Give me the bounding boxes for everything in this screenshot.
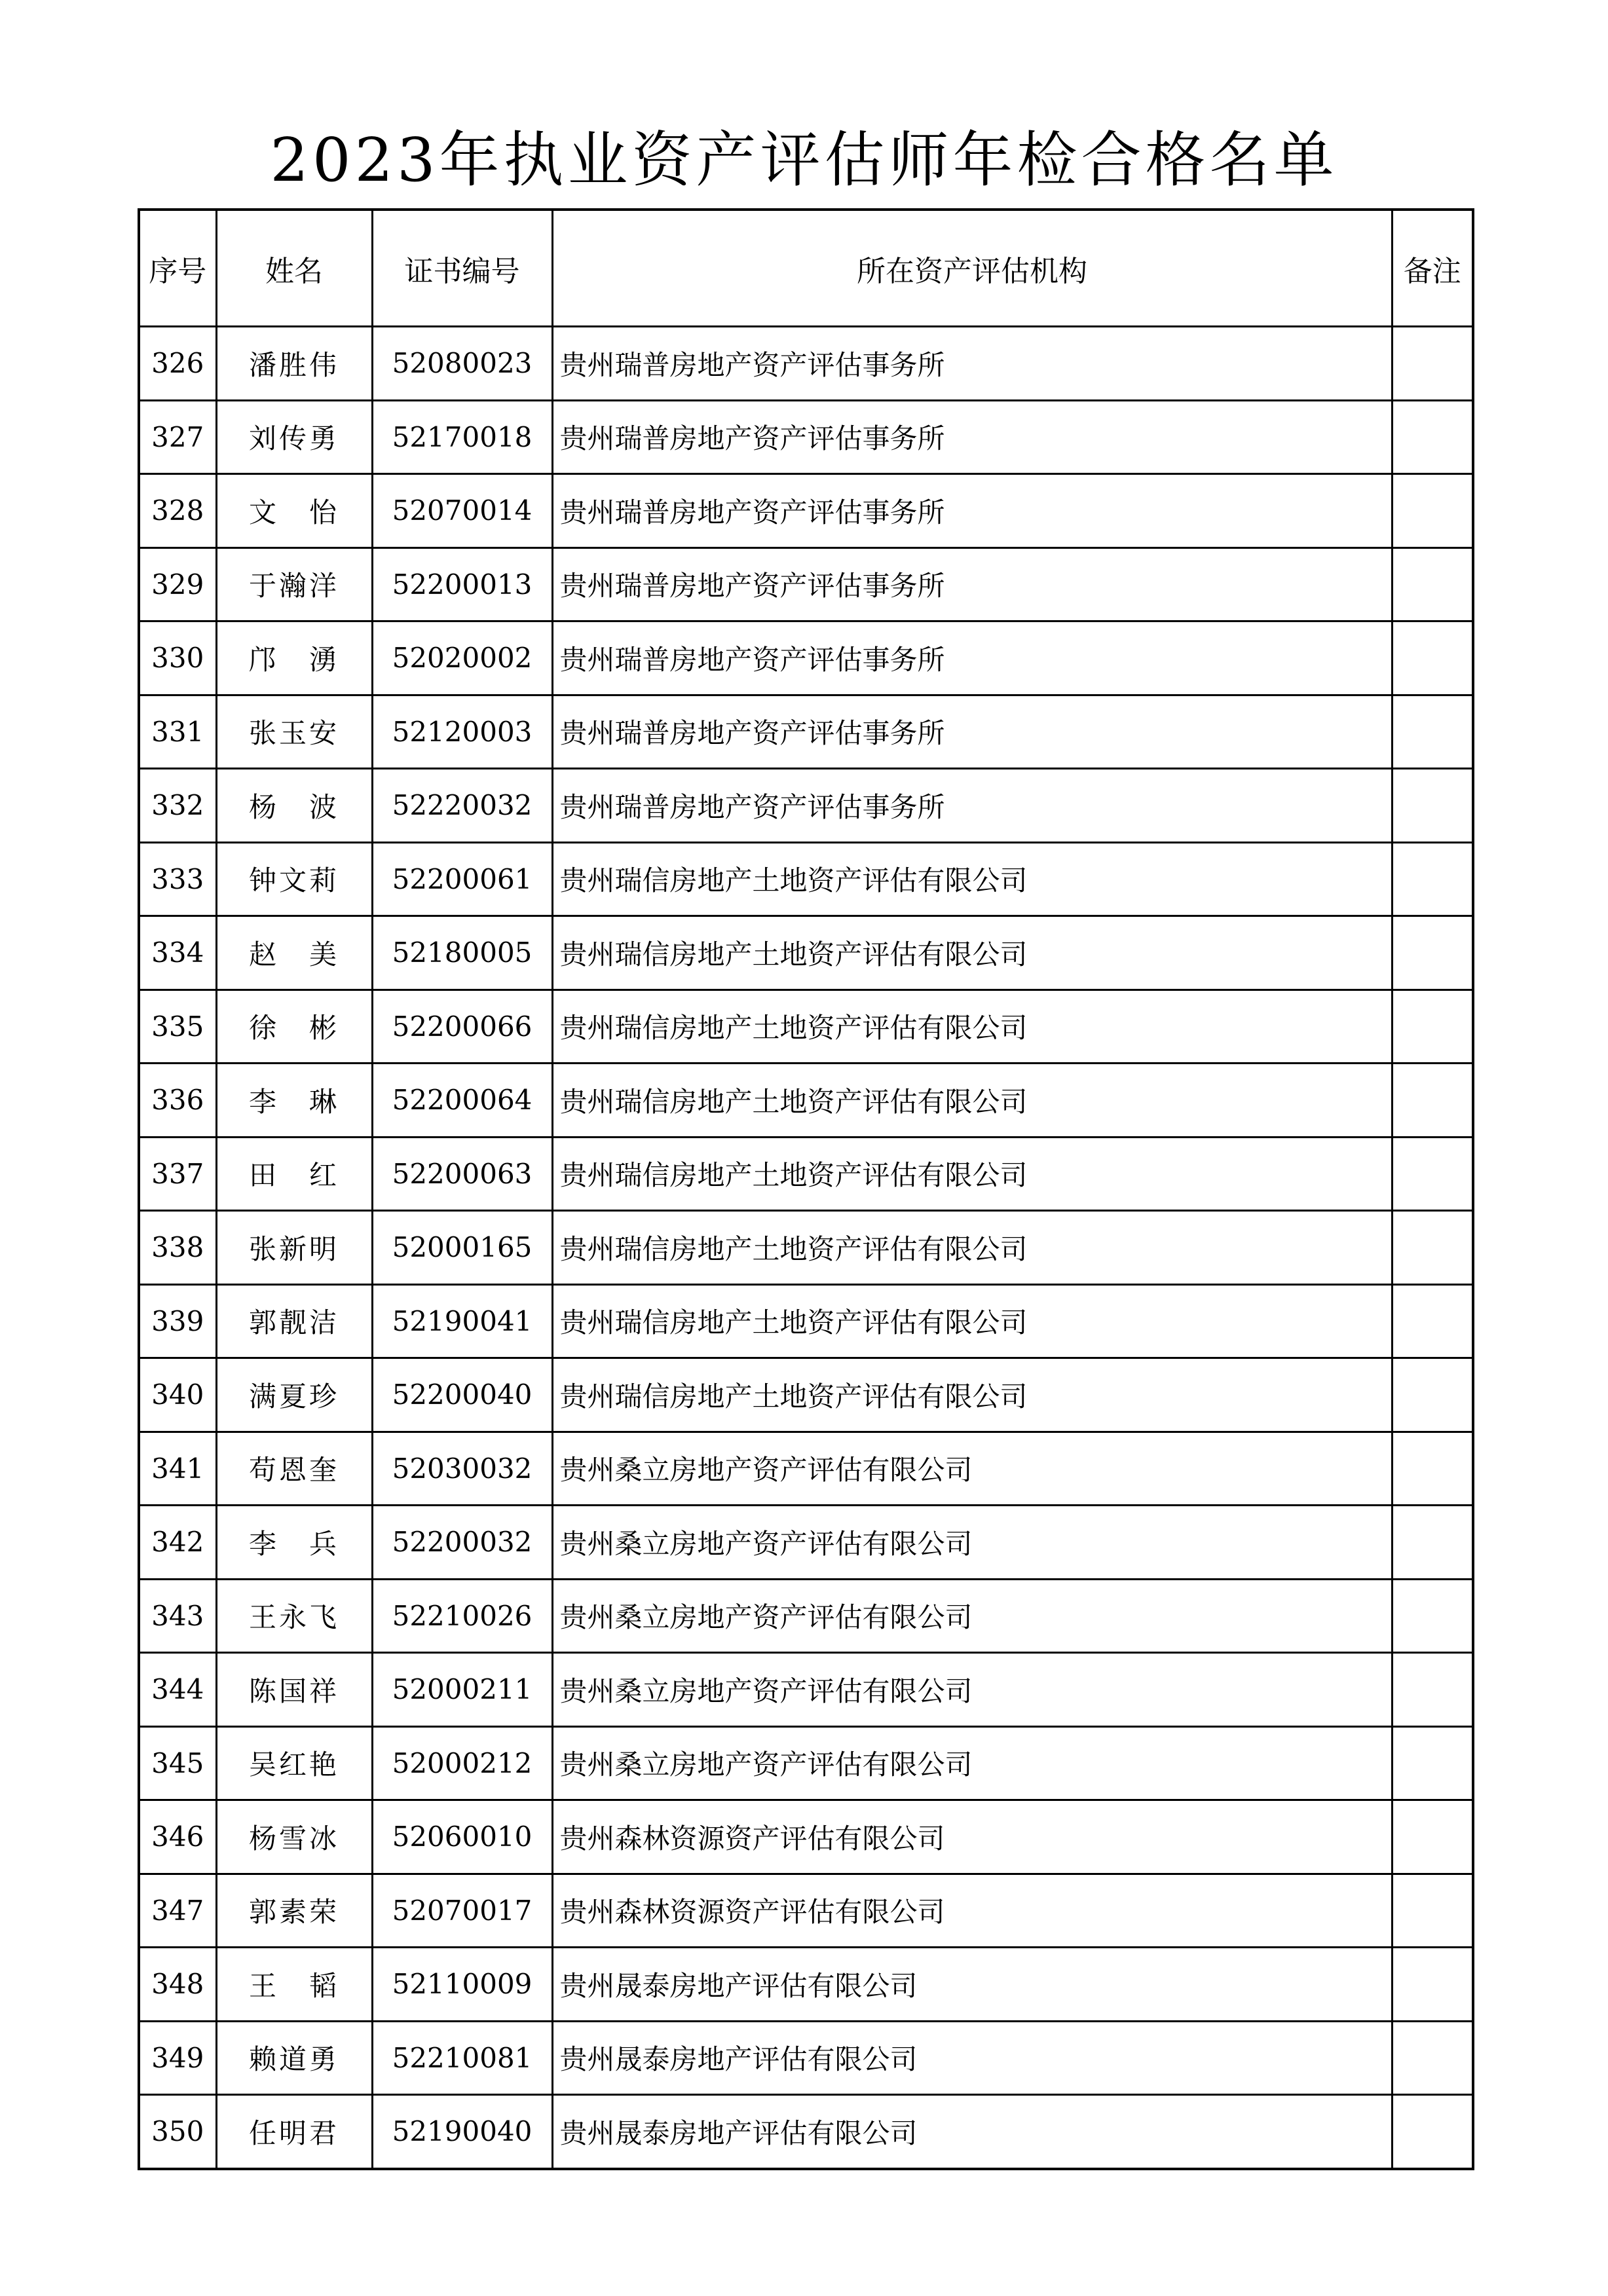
- table-row: [139, 990, 1473, 1064]
- cell-index: 331: [139, 695, 216, 769]
- cell-name: 李 琳: [216, 1064, 372, 1138]
- cell-note: [1392, 1137, 1473, 1211]
- cell-org: 贵州瑞信房地产土地资产评估有限公司: [552, 990, 1392, 1064]
- cell-cert-no: 52000211: [372, 1653, 552, 1727]
- cell-note: [1392, 769, 1473, 843]
- cell-name: 徐 彬: [216, 990, 372, 1064]
- cell-note: [1392, 1358, 1473, 1432]
- table-row: [139, 1726, 1473, 1800]
- cell-org: 贵州晟泰房地产评估有限公司: [552, 1948, 1392, 2022]
- cell-note: [1392, 1432, 1473, 1506]
- cell-cert-no: 52200061: [372, 842, 552, 916]
- cell-name: 赖道勇: [216, 2021, 372, 2095]
- cell-index: 336: [139, 1064, 216, 1138]
- cell-name: 吴红艳: [216, 1726, 372, 1800]
- table-row: [139, 327, 1473, 401]
- cell-org: 贵州桑立房地产资产评估有限公司: [552, 1579, 1392, 1653]
- cell-index: 348: [139, 1948, 216, 2022]
- cell-org: 贵州桑立房地产资产评估有限公司: [552, 1653, 1392, 1727]
- cell-cert-no: 52120003: [372, 695, 552, 769]
- cell-cert-no: 52210081: [372, 2021, 552, 2095]
- cell-org: 贵州瑞信房地产土地资产评估有限公司: [552, 1211, 1392, 1285]
- cell-cert-no: 52170018: [372, 400, 552, 474]
- cell-name: 邝 湧: [216, 621, 372, 695]
- cell-name: 钟文莉: [216, 842, 372, 916]
- roster-body: [139, 327, 1473, 2169]
- header-note: 备注: [1392, 210, 1473, 327]
- cell-name: 张新明: [216, 1211, 372, 1285]
- cell-index: 338: [139, 1211, 216, 1285]
- cell-org: 贵州瑞信房地产土地资产评估有限公司: [552, 1358, 1392, 1432]
- cell-org: 贵州晟泰房地产评估有限公司: [552, 2021, 1392, 2095]
- cell-index: 335: [139, 990, 216, 1064]
- cell-org: 贵州瑞信房地产土地资产评估有限公司: [552, 1064, 1392, 1138]
- table-row: [139, 2021, 1473, 2095]
- cell-cert-no: 52200066: [372, 990, 552, 1064]
- cell-note: [1392, 400, 1473, 474]
- cell-cert-no: 52220032: [372, 769, 552, 843]
- cell-cert-no: 52190041: [372, 1284, 552, 1358]
- cell-cert-no: 52210026: [372, 1579, 552, 1653]
- cell-cert-no: 52000212: [372, 1726, 552, 1800]
- cell-index: 329: [139, 547, 216, 621]
- cell-cert-no: 52200040: [372, 1358, 552, 1432]
- cell-note: [1392, 842, 1473, 916]
- cell-index: 346: [139, 1800, 216, 1874]
- cell-org: 贵州瑞普房地产资产评估事务所: [552, 327, 1392, 401]
- cell-name: 杨雪冰: [216, 1800, 372, 1874]
- cell-note: [1392, 990, 1473, 1064]
- cell-org: 贵州晟泰房地产评估有限公司: [552, 2095, 1392, 2169]
- cell-note: [1392, 2095, 1473, 2169]
- cell-note: [1392, 1284, 1473, 1358]
- cell-note: [1392, 474, 1473, 548]
- table-row: [139, 547, 1473, 621]
- cell-cert-no: 52000165: [372, 1211, 552, 1285]
- table-row: [139, 1358, 1473, 1432]
- cell-name: 潘胜伟: [216, 327, 372, 401]
- cell-index: 334: [139, 916, 216, 990]
- cell-cert-no: 52200063: [372, 1137, 552, 1211]
- table-row: [139, 621, 1473, 695]
- cell-index: 326: [139, 327, 216, 401]
- cell-name: 任明君: [216, 2095, 372, 2169]
- cell-name: 田 红: [216, 1137, 372, 1211]
- table-row: [139, 916, 1473, 990]
- header-org: 所在资产评估机构: [552, 210, 1392, 327]
- cell-cert-no: 52110009: [372, 1948, 552, 2022]
- table-row: [139, 1064, 1473, 1138]
- page-title: 2023年执业资产评估师年检合格名单: [270, 125, 1338, 195]
- table-row: [139, 1874, 1473, 1948]
- header-cert-no: 证书编号: [372, 210, 552, 327]
- cell-cert-no: 52200064: [372, 1064, 552, 1138]
- cell-cert-no: 52060010: [372, 1800, 552, 1874]
- cell-note: [1392, 1579, 1473, 1653]
- cell-note: [1392, 1948, 1473, 2022]
- cell-name: 李 兵: [216, 1506, 372, 1580]
- header-row: [139, 210, 1473, 327]
- cell-index: 349: [139, 2021, 216, 2095]
- cell-cert-no: 52020002: [372, 621, 552, 695]
- cell-name: 于瀚洋: [216, 547, 372, 621]
- table-row: [139, 400, 1473, 474]
- cell-name: 王永飞: [216, 1579, 372, 1653]
- table-row: [139, 474, 1473, 548]
- cell-note: [1392, 695, 1473, 769]
- cell-note: [1392, 547, 1473, 621]
- cell-note: [1392, 2021, 1473, 2095]
- cell-name: 刘传勇: [216, 400, 372, 474]
- table-row: [139, 1800, 1473, 1874]
- cell-index: 347: [139, 1874, 216, 1948]
- table-row: [139, 1653, 1473, 1727]
- table-row: [139, 695, 1473, 769]
- table-row: [139, 769, 1473, 843]
- cell-note: [1392, 1726, 1473, 1800]
- cell-name: 张玉安: [216, 695, 372, 769]
- cell-cert-no: 52070014: [372, 474, 552, 548]
- cell-org: 贵州瑞普房地产资产评估事务所: [552, 547, 1392, 621]
- cell-index: 345: [139, 1726, 216, 1800]
- cell-index: 343: [139, 1579, 216, 1653]
- cell-index: 342: [139, 1506, 216, 1580]
- cell-name: 文 怡: [216, 474, 372, 548]
- cell-note: [1392, 327, 1473, 401]
- table-row: [139, 1137, 1473, 1211]
- cell-note: [1392, 1506, 1473, 1580]
- cell-index: 344: [139, 1653, 216, 1727]
- cell-index: 339: [139, 1284, 216, 1358]
- cell-org: 贵州桑立房地产资产评估有限公司: [552, 1726, 1392, 1800]
- cell-note: [1392, 1064, 1473, 1138]
- cell-cert-no: 52190040: [372, 2095, 552, 2169]
- cell-name: 王 韬: [216, 1948, 372, 2022]
- cell-index: 330: [139, 621, 216, 695]
- cell-cert-no: 52180005: [372, 916, 552, 990]
- cell-name: 杨 波: [216, 769, 372, 843]
- cell-index: 333: [139, 842, 216, 916]
- cell-org: 贵州瑞普房地产资产评估事务所: [552, 621, 1392, 695]
- cell-org: 贵州桑立房地产资产评估有限公司: [552, 1506, 1392, 1580]
- cell-org: 贵州瑞信房地产土地资产评估有限公司: [552, 842, 1392, 916]
- cell-cert-no: 52080023: [372, 327, 552, 401]
- cell-org: 贵州桑立房地产资产评估有限公司: [552, 1432, 1392, 1506]
- cell-note: [1392, 916, 1473, 990]
- table-row: [139, 1211, 1473, 1285]
- cell-org: 贵州瑞信房地产土地资产评估有限公司: [552, 1137, 1392, 1211]
- header-name: 姓名: [216, 210, 372, 327]
- cell-name: 郭素荣: [216, 1874, 372, 1948]
- cell-index: 327: [139, 400, 216, 474]
- cell-org: 贵州瑞普房地产资产评估事务所: [552, 769, 1392, 843]
- cell-name: 满夏珍: [216, 1358, 372, 1432]
- cell-cert-no: 52030032: [372, 1432, 552, 1506]
- cell-index: 341: [139, 1432, 216, 1506]
- cell-note: [1392, 1800, 1473, 1874]
- roster-table: [138, 208, 1474, 2170]
- cell-index: 350: [139, 2095, 216, 2169]
- cell-org: 贵州瑞普房地产资产评估事务所: [552, 474, 1392, 548]
- cell-org: 贵州森林资源资产评估有限公司: [552, 1874, 1392, 1948]
- cell-name: 陈国祥: [216, 1653, 372, 1727]
- cell-note: [1392, 1653, 1473, 1727]
- cell-name: 苟恩奎: [216, 1432, 372, 1506]
- cell-org: 贵州瑞普房地产资产评估事务所: [552, 400, 1392, 474]
- cell-name: 郭靓洁: [216, 1284, 372, 1358]
- cell-index: 337: [139, 1137, 216, 1211]
- table-row: [139, 1432, 1473, 1506]
- cell-note: [1392, 621, 1473, 695]
- header-index: 序号: [139, 210, 216, 327]
- table-row: [139, 842, 1473, 916]
- table-row: [139, 1948, 1473, 2022]
- cell-org: 贵州瑞信房地产土地资产评估有限公司: [552, 916, 1392, 990]
- cell-index: 328: [139, 474, 216, 548]
- cell-cert-no: 52200032: [372, 1506, 552, 1580]
- cell-index: 340: [139, 1358, 216, 1432]
- table-row: [139, 1284, 1473, 1358]
- cell-org: 贵州瑞普房地产资产评估事务所: [552, 695, 1392, 769]
- cell-cert-no: 52200013: [372, 547, 552, 621]
- cell-note: [1392, 1211, 1473, 1285]
- cell-org: 贵州瑞信房地产土地资产评估有限公司: [552, 1284, 1392, 1358]
- cell-index: 332: [139, 769, 216, 843]
- table-row: [139, 2095, 1473, 2169]
- cell-name: 赵 美: [216, 916, 372, 990]
- cell-cert-no: 52070017: [372, 1874, 552, 1948]
- table-row: [139, 1579, 1473, 1653]
- table-row: [139, 1506, 1473, 1580]
- cell-org: 贵州森林资源资产评估有限公司: [552, 1800, 1392, 1874]
- cell-note: [1392, 1874, 1473, 1948]
